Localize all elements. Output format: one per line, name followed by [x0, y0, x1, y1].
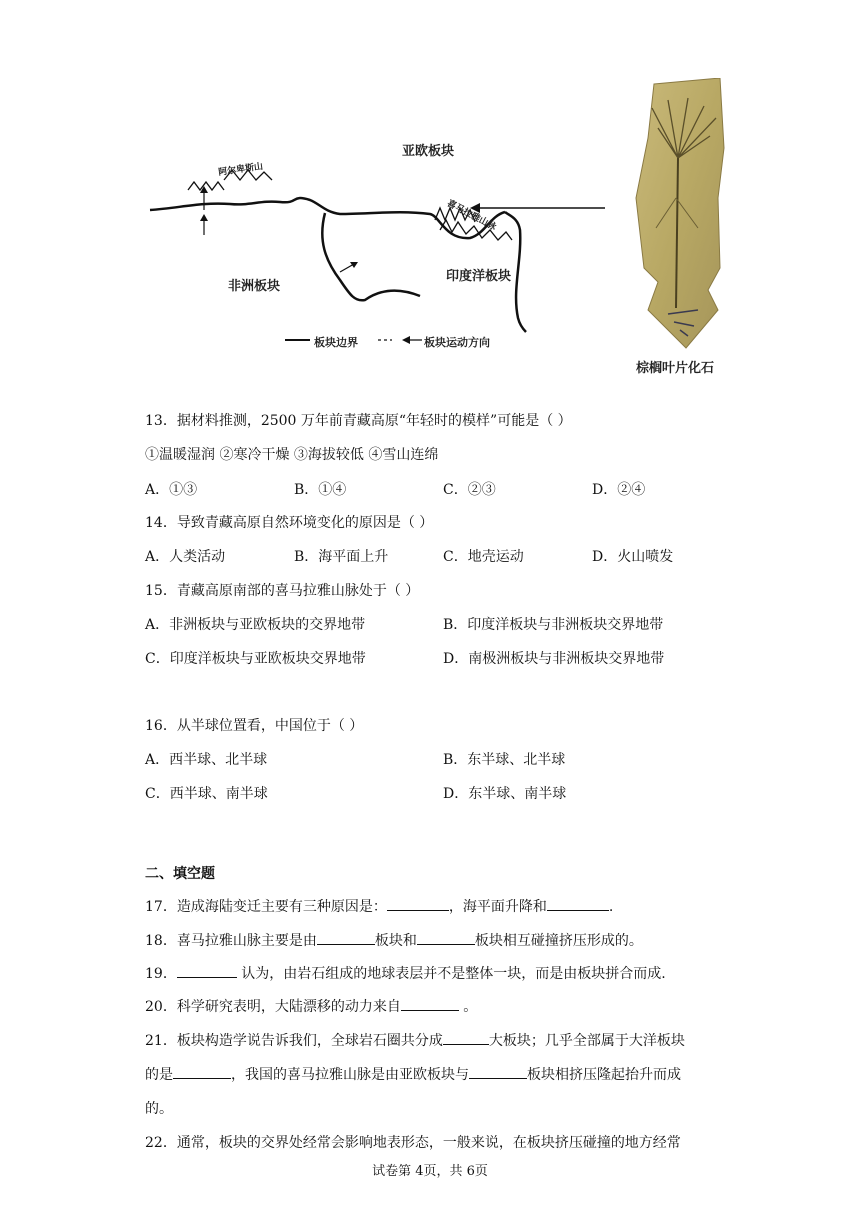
page-footer: 试卷第 4页，共 6页: [372, 1164, 488, 1179]
q18: 18．喜马拉雅山脉主要是由 板块和 板块相互碰撞挤压形成的。: [145, 933, 643, 949]
q13-option-a[interactable]: A．①③: [145, 482, 198, 498]
q20: 20．科学研究表明，大陆漂移的动力来自 。: [145, 999, 478, 1015]
legend-arrow-icon: [402, 336, 410, 344]
q13-option-b[interactable]: B．①④: [294, 482, 347, 498]
indian-plate-label: 印度洋板块: [446, 269, 512, 284]
q21-blank-2[interactable]: [173, 1066, 231, 1079]
fossil-caption: 棕榈叶片化石: [636, 361, 715, 376]
q19: 19． 认为，由岩石组成的地球表层并不是整体一块，而是由板块拼合而成.: [145, 966, 666, 982]
himalaya-label: 喜马拉雅山脉: [445, 198, 498, 233]
q14-option-c[interactable]: C．地壳运动: [443, 549, 524, 565]
eurasian-plate-label: 亚欧板块: [402, 144, 455, 159]
q16-option-d[interactable]: D．东半球、南半球: [443, 786, 567, 802]
african-rift-line: [322, 213, 420, 300]
q21-line-3: 的。: [145, 1101, 173, 1117]
q13-choices-line: ①温暖湿润 ②寒冷干燥 ③海拔较低 ④雪山连绵: [145, 447, 439, 463]
palm-leaf-fossil-image: [628, 78, 728, 350]
q20-blank-1[interactable]: [401, 998, 459, 1011]
q21-blank-3[interactable]: [469, 1066, 527, 1079]
q17-blank-1[interactable]: [387, 898, 449, 911]
q15-option-d[interactable]: D．南极洲板块与非洲板块交界地带: [443, 651, 665, 667]
q14-option-d[interactable]: D．火山喷发: [592, 549, 674, 565]
alps-mountain-icon: [188, 182, 224, 190]
q22: 22．通常，板块的交界处经常会影响地表形态，一般来说，在板块挤压碰撞的地方经常: [145, 1135, 681, 1151]
legend-boundary-label: 板块边界: [314, 336, 358, 349]
q14-option-b[interactable]: B．海平面上升: [294, 549, 389, 565]
african-plate-label: 非洲板块: [228, 279, 281, 294]
plate-map: [140, 90, 610, 360]
section-title-fill-in: 二、填空题: [145, 866, 215, 882]
q15-stem: 15．青藏高原南部的喜马拉雅山脉处于（ ）: [145, 583, 420, 599]
q17: 17．造成海陆变迁主要有三种原因是： ，海平面升降和 .: [145, 899, 614, 915]
q16-option-b[interactable]: B．东半球、北半球: [443, 752, 566, 768]
q15-option-c[interactable]: C．印度洋板块与亚欧板块交界地带: [145, 651, 366, 667]
q16-option-a[interactable]: A．西半球、北半球: [145, 752, 268, 768]
q21-line-1: 21．板块构造学说告诉我们，全球岩石圈共分成 大板块；几乎全部属于大洋板块: [145, 1033, 685, 1049]
q21-line-2: 的是 ，我国的喜马拉雅山脉是由亚欧板块与 板块相挤压隆起抬升而成: [145, 1067, 681, 1083]
q13-option-c[interactable]: C．②③: [443, 482, 496, 498]
q13-option-d[interactable]: D．②④: [592, 482, 646, 498]
q13-stem: 13．据材料推测，2500 万年前青藏高原“年轻时的模样”可能是（ ）: [145, 413, 572, 429]
q21-blank-1[interactable]: [443, 1032, 489, 1045]
legend-motion-label: 板块运动方向: [424, 336, 490, 349]
q17-blank-2[interactable]: [547, 898, 609, 911]
q14-stem: 14．导致青藏高原自然环境变化的原因是（ ）: [145, 515, 434, 531]
q14-option-a[interactable]: A．人类活动: [145, 549, 226, 565]
q18-blank-2[interactable]: [417, 932, 475, 945]
alps-label: 阿尔卑斯山: [217, 161, 264, 179]
q18-blank-1[interactable]: [317, 932, 375, 945]
q19-blank-1[interactable]: [177, 965, 237, 978]
q16-option-c[interactable]: C．西半球、南半球: [145, 786, 268, 802]
q15-option-b[interactable]: B．印度洋板块与非洲板块交界地带: [443, 617, 664, 633]
q16-stem: 16．从半球位置看，中国位于（ ）: [145, 718, 364, 734]
q15-option-a[interactable]: A．非洲板块与亚欧板块的交界地带: [145, 617, 366, 633]
